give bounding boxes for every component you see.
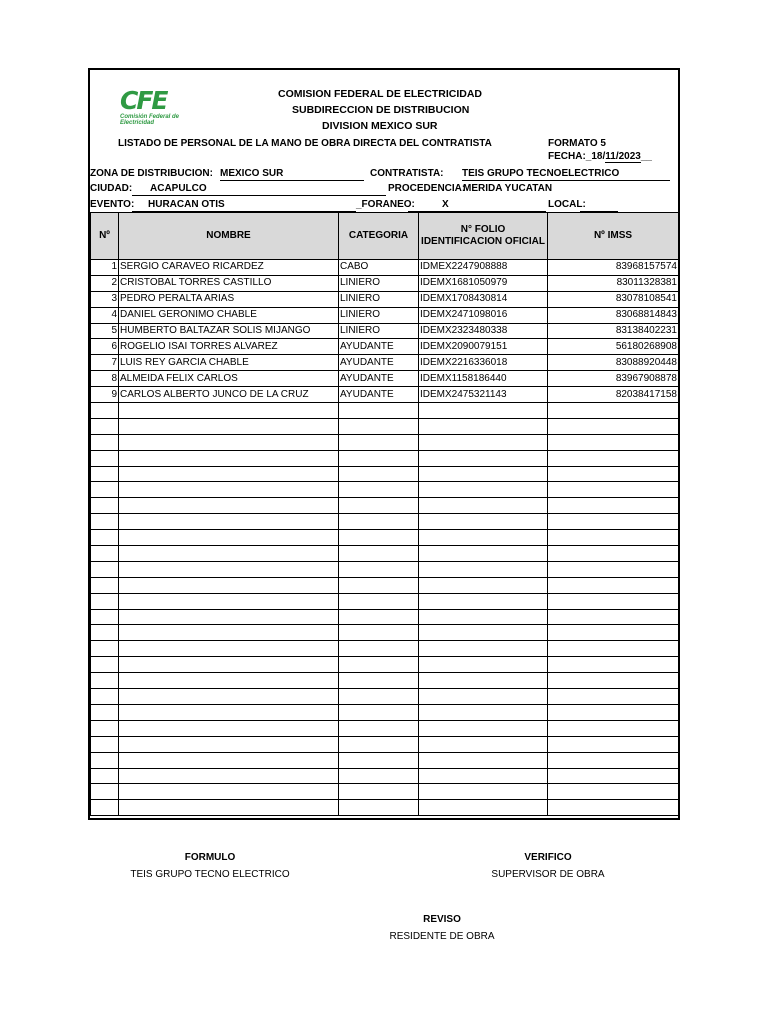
ciudad-value: ACAPULCO — [150, 183, 207, 194]
row-number: 1 — [91, 260, 119, 276]
empty-row — [91, 673, 679, 689]
empty-row — [91, 641, 679, 657]
empty-row — [91, 704, 679, 720]
subdirection-title: SUBDIRECCION DE DISTRIBUCION — [292, 104, 470, 116]
table-body — [91, 260, 679, 816]
empty-cell — [419, 418, 548, 434]
empty-cell — [419, 561, 548, 577]
contratista-value: TEIS GRUPO TECNOELECTRICO — [462, 168, 620, 179]
empty-cell — [339, 800, 419, 816]
empty-cell — [548, 752, 679, 768]
row-folio: IDEMX1681050979 — [419, 275, 548, 291]
row-number: 5 — [91, 323, 119, 339]
formulo-name: TEIS GRUPO TECNO ELECTRICO — [130, 869, 290, 880]
empty-row — [91, 530, 679, 546]
empty-cell — [548, 577, 679, 593]
empty-row — [91, 403, 679, 419]
local-label: LOCAL: — [548, 199, 586, 210]
empty-cell — [91, 784, 119, 800]
empty-cell — [119, 641, 339, 657]
empty-row — [91, 736, 679, 752]
empty-cell — [548, 768, 679, 784]
formulo-title: FORMULO — [184, 852, 236, 863]
empty-row — [91, 450, 679, 466]
empty-cell — [339, 561, 419, 577]
empty-cell — [548, 800, 679, 816]
empty-cell — [119, 800, 339, 816]
empty-cell — [419, 593, 548, 609]
empty-cell — [339, 546, 419, 562]
table-row — [91, 307, 679, 323]
empty-cell — [91, 641, 119, 657]
org-title: COMISION FEDERAL DE ELECTRICIDAD — [278, 88, 482, 100]
personnel-table — [90, 212, 679, 816]
empty-cell — [119, 720, 339, 736]
list-title: LISTADO DE PERSONAL DE LA MANO DE OBRA DIRECTA DEL CONTRATISTA — [118, 138, 492, 149]
signature-formulo — [110, 852, 310, 880]
fecha-label: FECHA:_18/ — [548, 151, 606, 162]
empty-cell — [548, 673, 679, 689]
empty-row — [91, 768, 679, 784]
row-nombre: PEDRO PERALTA ARIAS — [119, 291, 339, 307]
empty-row — [91, 752, 679, 768]
empty-cell — [119, 482, 339, 498]
empty-cell — [91, 609, 119, 625]
empty-cell — [548, 720, 679, 736]
empty-cell — [548, 466, 679, 482]
evento-label: EVENTO: — [90, 199, 135, 210]
empty-cell — [339, 530, 419, 546]
table-header-row — [91, 213, 679, 260]
empty-cell — [119, 561, 339, 577]
zona-label: ZONA DE DISTRIBUCION: — [90, 168, 213, 179]
form-sheet — [88, 68, 680, 820]
empty-cell — [339, 625, 419, 641]
empty-row — [91, 514, 679, 530]
fecha-tail: __ — [640, 151, 652, 162]
empty-cell — [419, 720, 548, 736]
empty-cell — [119, 625, 339, 641]
empty-cell — [548, 514, 679, 530]
empty-cell — [548, 418, 679, 434]
empty-cell — [548, 593, 679, 609]
empty-cell — [91, 561, 119, 577]
empty-cell — [548, 704, 679, 720]
empty-cell — [339, 768, 419, 784]
zona-underline — [220, 180, 364, 181]
col-header-nombre: NOMBRE — [119, 213, 339, 260]
row-imss: 83088920448 — [548, 355, 679, 371]
empty-cell — [548, 482, 679, 498]
col-header-imss: Nº IMSS — [548, 213, 679, 260]
empty-cell — [119, 784, 339, 800]
empty-cell — [339, 418, 419, 434]
empty-cell — [91, 418, 119, 434]
empty-cell — [91, 482, 119, 498]
empty-cell — [91, 800, 119, 816]
empty-cell — [119, 768, 339, 784]
empty-cell — [548, 736, 679, 752]
row-folio: IDEMX2090079151 — [419, 339, 548, 355]
empty-cell — [548, 657, 679, 673]
empty-cell — [339, 434, 419, 450]
row-folio: IDEMX2216336018 — [419, 355, 548, 371]
empty-cell — [419, 482, 548, 498]
empty-cell — [91, 466, 119, 482]
empty-cell — [339, 704, 419, 720]
foraneo-value: X — [442, 199, 449, 210]
verifico-title: VERIFICO — [524, 852, 572, 863]
empty-cell — [419, 434, 548, 450]
row-folio: IDEMX2475321143 — [419, 387, 548, 403]
empty-cell — [548, 625, 679, 641]
empty-cell — [548, 641, 679, 657]
ciudad-label: CIUDAD: — [90, 183, 133, 194]
empty-cell — [339, 736, 419, 752]
row-categoria: AYUDANTE — [339, 355, 419, 371]
row-nombre: ALMEIDA FELIX CARLOS — [119, 371, 339, 387]
contratista-underline — [462, 180, 670, 181]
empty-cell — [91, 736, 119, 752]
empty-cell — [339, 577, 419, 593]
reviso-name: RESIDENTE DE OBRA — [389, 931, 495, 942]
empty-cell — [119, 593, 339, 609]
empty-row — [91, 657, 679, 673]
empty-cell — [339, 609, 419, 625]
empty-cell — [119, 450, 339, 466]
empty-row — [91, 466, 679, 482]
empty-cell — [91, 403, 119, 419]
empty-cell — [339, 466, 419, 482]
empty-cell — [548, 546, 679, 562]
row-categoria: AYUDANTE — [339, 339, 419, 355]
empty-cell — [91, 768, 119, 784]
division-title: DIVISION MEXICO SUR — [322, 120, 438, 132]
empty-row — [91, 546, 679, 562]
row-categoria: LINIERO — [339, 275, 419, 291]
empty-row — [91, 482, 679, 498]
empty-cell — [419, 752, 548, 768]
empty-cell — [339, 720, 419, 736]
empty-cell — [91, 720, 119, 736]
empty-cell — [339, 450, 419, 466]
row-folio: IDEMX2323480338 — [419, 323, 548, 339]
empty-cell — [339, 752, 419, 768]
row-number: 9 — [91, 387, 119, 403]
table-row — [91, 355, 679, 371]
formato-label: FORMATO 5 — [548, 138, 606, 149]
table-row — [91, 387, 679, 403]
empty-cell — [419, 641, 548, 657]
empty-cell — [548, 784, 679, 800]
row-nombre: HUMBERTO BALTAZAR SOLIS MIJANGO — [119, 323, 339, 339]
empty-row — [91, 498, 679, 514]
fecha-value: 11/2023 — [605, 151, 641, 162]
row-imss: 82038417158 — [548, 387, 679, 403]
row-imss: 83968157574 — [548, 260, 679, 276]
empty-cell — [419, 577, 548, 593]
empty-cell — [419, 784, 548, 800]
empty-row — [91, 689, 679, 705]
empty-cell — [548, 498, 679, 514]
signature-verifico — [448, 852, 648, 880]
empty-cell — [548, 434, 679, 450]
empty-cell — [419, 498, 548, 514]
table-row — [91, 275, 679, 291]
empty-cell — [119, 752, 339, 768]
col-header-folio: N° FOLIO IDENTIFICACION OFICIAL — [419, 213, 548, 260]
empty-row — [91, 784, 679, 800]
row-imss: 56180268908 — [548, 339, 679, 355]
row-nombre: LUIS REY GARCIA CHABLE — [119, 355, 339, 371]
empty-cell — [419, 768, 548, 784]
table-row — [91, 339, 679, 355]
empty-cell — [91, 657, 119, 673]
empty-cell — [419, 800, 548, 816]
evento-value: HURACAN OTIS — [148, 199, 225, 210]
empty-cell — [91, 434, 119, 450]
empty-cell — [548, 530, 679, 546]
empty-cell — [548, 689, 679, 705]
empty-row — [91, 418, 679, 434]
empty-cell — [339, 784, 419, 800]
reviso-title: REVISO — [423, 914, 461, 925]
empty-cell — [548, 609, 679, 625]
row-number: 2 — [91, 275, 119, 291]
ciudad-underline — [132, 195, 386, 196]
empty-cell — [119, 704, 339, 720]
empty-cell — [119, 434, 339, 450]
empty-cell — [91, 673, 119, 689]
empty-cell — [339, 689, 419, 705]
empty-cell — [119, 657, 339, 673]
empty-cell — [91, 498, 119, 514]
row-nombre: DANIEL GERONIMO CHABLE — [119, 307, 339, 323]
empty-cell — [419, 609, 548, 625]
empty-cell — [419, 530, 548, 546]
empty-cell — [419, 403, 548, 419]
logo-subtitle: Comisión Federal de Electricidad — [120, 114, 180, 126]
empty-cell — [119, 498, 339, 514]
empty-cell — [419, 625, 548, 641]
empty-row — [91, 577, 679, 593]
row-number: 6 — [91, 339, 119, 355]
row-folio: IDMEX2247908888 — [419, 260, 548, 276]
zona-value: MEXICO SUR — [220, 168, 284, 179]
row-folio: IDEMX1708430814 — [419, 291, 548, 307]
empty-cell — [119, 466, 339, 482]
empty-cell — [119, 577, 339, 593]
empty-row — [91, 561, 679, 577]
fecha-field — [548, 151, 652, 162]
row-imss: 83078108541 — [548, 291, 679, 307]
empty-row — [91, 434, 679, 450]
empty-cell — [339, 482, 419, 498]
row-categoria: LINIERO — [339, 291, 419, 307]
row-categoria: AYUDANTE — [339, 371, 419, 387]
row-imss: 83068814843 — [548, 307, 679, 323]
empty-row — [91, 800, 679, 816]
empty-cell — [119, 736, 339, 752]
empty-cell — [119, 689, 339, 705]
empty-cell — [91, 704, 119, 720]
contratista-label: CONTRATISTA: — [370, 168, 444, 179]
row-number: 7 — [91, 355, 119, 371]
table-row — [91, 323, 679, 339]
row-nombre: SERGIO CARAVEO RICARDEZ — [119, 260, 339, 276]
empty-cell — [548, 450, 679, 466]
logo-mark: CFE — [120, 86, 167, 115]
empty-cell — [339, 657, 419, 673]
row-imss: 83011328381 — [548, 275, 679, 291]
row-categoria: CABO — [339, 260, 419, 276]
row-nombre: CARLOS ALBERTO JUNCO DE LA CRUZ — [119, 387, 339, 403]
row-nombre: ROGELIO ISAI TORRES ALVAREZ — [119, 339, 339, 355]
empty-cell — [548, 403, 679, 419]
empty-cell — [339, 641, 419, 657]
empty-cell — [419, 466, 548, 482]
row-number: 8 — [91, 371, 119, 387]
empty-cell — [419, 689, 548, 705]
row-number: 3 — [91, 291, 119, 307]
empty-cell — [339, 403, 419, 419]
empty-row — [91, 593, 679, 609]
empty-cell — [419, 657, 548, 673]
foraneo-label: _FORANEO: — [356, 199, 415, 210]
empty-cell — [119, 673, 339, 689]
empty-cell — [91, 450, 119, 466]
empty-cell — [419, 704, 548, 720]
empty-cell — [91, 577, 119, 593]
row-categoria: LINIERO — [339, 307, 419, 323]
row-imss: 83967908878 — [548, 371, 679, 387]
empty-row — [91, 609, 679, 625]
col-header-categoria: CATEGORIA — [339, 213, 419, 260]
empty-cell — [548, 561, 679, 577]
row-categoria: LINIERO — [339, 323, 419, 339]
row-nombre: CRISTOBAL TORRES CASTILLO — [119, 275, 339, 291]
table-row — [91, 291, 679, 307]
empty-cell — [419, 450, 548, 466]
empty-cell — [339, 673, 419, 689]
cfe-logo — [120, 88, 204, 126]
empty-cell — [119, 418, 339, 434]
row-folio: IDEMX1158186440 — [419, 371, 548, 387]
empty-cell — [119, 514, 339, 530]
empty-cell — [91, 625, 119, 641]
empty-cell — [91, 530, 119, 546]
empty-cell — [419, 736, 548, 752]
empty-row — [91, 625, 679, 641]
row-number: 4 — [91, 307, 119, 323]
table-row — [91, 260, 679, 276]
empty-cell — [339, 593, 419, 609]
empty-cell — [419, 546, 548, 562]
row-imss: 83138402231 — [548, 323, 679, 339]
empty-cell — [119, 609, 339, 625]
empty-cell — [91, 689, 119, 705]
empty-cell — [91, 752, 119, 768]
empty-cell — [419, 673, 548, 689]
empty-row — [91, 720, 679, 736]
empty-cell — [339, 514, 419, 530]
empty-cell — [339, 498, 419, 514]
verifico-name: SUPERVISOR DE OBRA — [491, 869, 605, 880]
signature-reviso — [342, 914, 542, 942]
empty-cell — [91, 514, 119, 530]
procedencia-value: MERIDA YUCATAN — [463, 183, 553, 194]
empty-cell — [119, 403, 339, 419]
row-categoria: AYUDANTE — [339, 387, 419, 403]
procedencia-label: PROCEDENCIA: — [388, 183, 466, 194]
empty-cell — [91, 593, 119, 609]
empty-cell — [119, 546, 339, 562]
empty-cell — [419, 514, 548, 530]
empty-cell — [91, 546, 119, 562]
table-row — [91, 371, 679, 387]
row-folio: IDEMX2471098016 — [419, 307, 548, 323]
col-header-number: Nº — [91, 213, 119, 260]
empty-cell — [119, 530, 339, 546]
